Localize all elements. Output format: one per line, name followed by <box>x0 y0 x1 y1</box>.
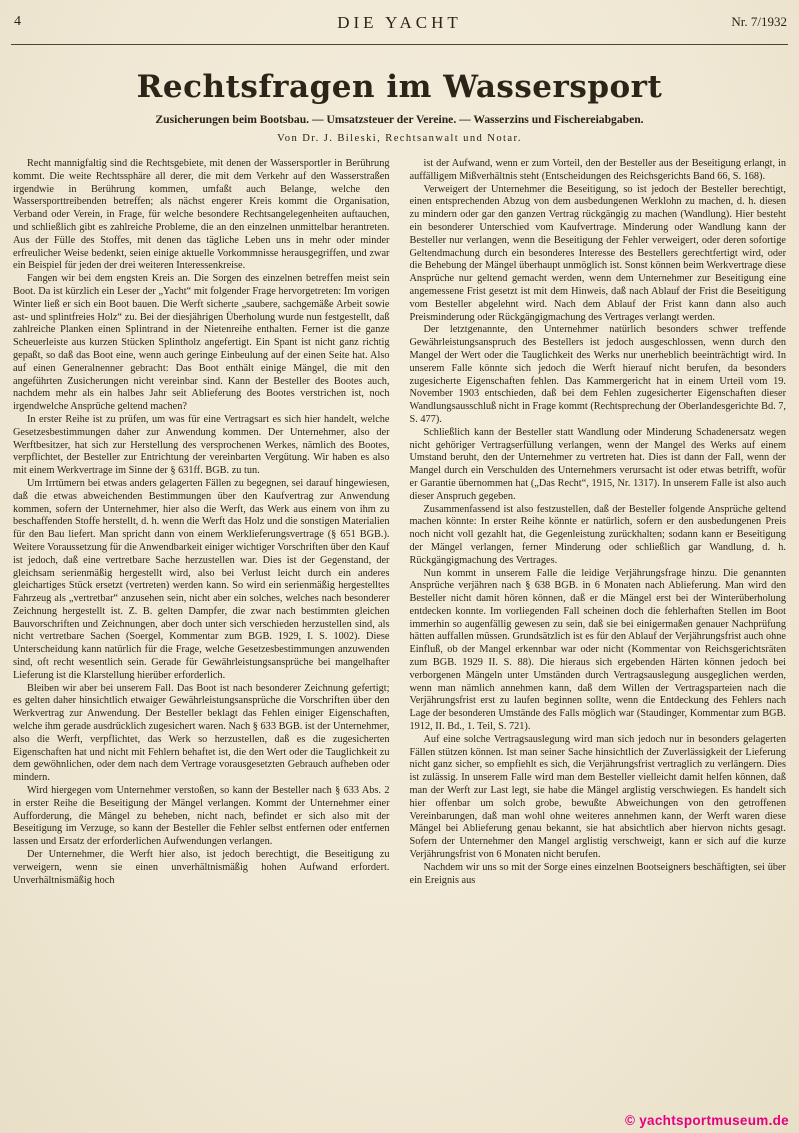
paragraph: Der letztgenannte, den Unternehmer natürlich besonders schwer treffende Gewährleistungsanspruch des Bestellers ist jedoch ausgeschlossen, wenn durch den Mangel der Wert oder die Tauglichkeit des Werks nur unerheblich beeinträchtigt wird. In unserem Falle könnte sich jedoch die Werft hierauf nicht berufen, da besonders zugesicherte Eigenschaften fehlen. Das Kammergericht hat in einem Urteil vom 19. November 1903 entschieden, daß bei dem Fehlen zugesicherter Eigenschaften dieser Wandlungsausschluß nicht in Frage kommt (Rechtsprechung der Oberlandesgerichte Bd. 7, S. 477). <box>409 324 786 425</box>
paragraph: Auf eine solche Vertragsauslegung wird man sich jedoch nur in besonders gelagerten Fällen stützen können. Ist man seiner Sache hinsichtlich der Zuverlässigkeit der Lieferung nicht ganz sicher, so empfiehlt es sich, die Verjährungsfrist vertraglich zu verlängern. Dies ist zulässig. In unserem Falle wird man dem Besteller vielleicht damit helfen können, daß man der Werft zur Last legt, sie habe die Mängel arglistig verschwiegen. Es handelt sich hier offenbar um solch grobe, bewußte Abweichungen von den getroffenen Vereinbarungen, daß man wohl ohne weiteres annehmen kann, der Werft waren diese Mängel bei Ablieferung genau bekannt, sie hat absichtlich aber hiervon nichts gesagt. Sofern der Unternehmer den Mangel arglistig verschweigt, kann er sich auf die kurze Verjährungsfrist von 6 Monaten nicht berufen. <box>409 733 786 861</box>
left-column <box>13 158 390 887</box>
paragraph: In erster Reihe ist zu prüfen, um was für eine Vertragsart es sich hier handelt, welche Gesetzesbestimmungen daher zur Anwendung kommen. Der Unternehmer, also der Werftbesitzer, hat sich zur Herstellung des versprochenen Werkes, nämlich des Bootes, verpflichtet, der Besteller zur Entrichtung der vereinbarten Vergütung. Wir haben es also mit einem Werkvertrage im Sinne der § 631ff. BGB. zu tun. <box>13 413 390 477</box>
paragraph: Nachdem wir uns so mit der Sorge eines einzelnen Bootseigners beschäftigten, sei über ein Ereignis aus <box>409 861 786 886</box>
paragraph: Wird hiergegen vom Unternehmer verstoßen, so kann der Besteller nach § 633 Abs. 2 in erster Reihe die Beseitigung der Mängel verlangen. Kommt der Unternehmer einer Aufforderung, die Mängel zu beheben, nicht nach, befindet er sich also mit der Beseitigung im Verzuge, so kann der Besteller die Fehler selbst entfernen oder entfernen lassen und Ersatz der erforderlichen Aufwendungen verlangen. <box>13 785 390 848</box>
article-body <box>0 154 799 887</box>
article-subtitle: Zusicherungen beim Bootsbau. — Umsatzsteuer der Vereine. — Wasserzins und Fischereiabgaben. <box>155 113 644 126</box>
paragraph: ist der Aufwand, wenn er zum Vorteil, den der Besteller aus der Beseitigung erlangt, in auffälligem Mißverhältnis steht (Entscheidungen des Reichsgerichts Band 66, S. 168). <box>409 158 786 182</box>
paragraph: Recht mannigfaltig sind die Rechtsgebiete, mit denen der Wassersportler in Berührung kommt. Die weite Rechtssphäre all derer, die mit dem Verkehr auf den Wasserstraßen irgendwie in Berührung kommen, umfaßt auch Belange, welche den Wassersporttreibenden betreffen; als nächst engerer Kreis kommt die Organisation, Verband oder Verein, in Frage, für welche besondere Rechtsangelegenheiten auftauchen, und schließlich gibt es zahlreiche Probleme, die an den einzelnen unmittelbar herantreten. Aus der Fülle des Stoffes, mit denen das tägliche Leben uns in mehr oder minder erfreulicher Weise bedenkt, seien einige aktuelle Vorkommnisse herausgegriffen, und zwar ein Beispiel für jeden der drei weiteren Interessenkreise. <box>13 158 390 272</box>
paragraph: Zusammenfassend ist also festzustellen, daß der Besteller folgende Ansprüche geltend machen könnte: In erster Reihe könnte er natürlich, sofern er den ausbedungenen Preis noch nicht voll gezahlt hat, die Gegenleistung zurückhalten; sodann kann er Beseitigung der Mängel verlangen, ferner Minderung oder schließlich gar Wandlung, d. h. Rückgängigmachung des Vertrages. <box>409 503 786 566</box>
paragraph: Schließlich kann der Besteller statt Wandlung oder Minderung Schadenersatz wegen nicht gehöriger Vertragserfüllung verlangen, wenn der Mangel des Werks auf einem Umstand beruht, den der Unternehmer zu vertreten hat. Dies ist dann der Fall, wenn der Mangel durch ein Verschulden des Unternehmers verursacht ist oder etwas betrifft, wofür er Garantie übernommen hat („Das Recht“, 1915, Nr. 1317). In unserem Falle ist also auch dieser Anspruch gegeben. <box>409 426 786 502</box>
right-column <box>410 158 787 887</box>
magazine-masthead: DIE YACHT <box>337 13 462 32</box>
paragraph: Der Unternehmer, die Werft hier also, ist jedoch berechtigt, die Beseitigung zu verweigern, wenn sie einen unverhältnismäßig hohen Aufwand erfordert. Unverhältnismäßig hoch <box>13 849 390 886</box>
page-number: 4 <box>14 14 21 29</box>
article-title: Rechtsfragen im Wassersport <box>136 69 663 105</box>
paragraph: Fangen wir bei dem engsten Kreis an. Die Sorgen des einzelnen betreffen meist sein Boot. Da ist kürzlich ein Leser der „Yacht“ mit folgender Frage hervorgetreten: Im vorigen Winter ließ er sich ein Boot bauen. Die Werft sicherte „saubere, sachgemäße Arbeit sowie ast- und splintfreies Holz“ zu. Bei der diesjährigen Überholung wurde nun festgestellt, daß zahlreiche Planken einen Splintrand in der Nietenreihe enthalten. Ferner ist die ganze Scheuerleiste aus kurzen Stücken Splintholz angefertigt. Ein Spant ist nicht ganz richtig gepaßt, so daß das Boot eine, wenn auch geringe Einbeulung auf der einen Seite hat. Also auf einen Generalnenner gebracht: Das Boot enthält einige Mängel, die mit den angeführten Zusicherungen nicht vereinbar sind. Kann der Besteller des Bootes auch, nachdem mehr als ein halbes Jahr seit Ablieferung des Bootes verstrichen ist, noch irgendwelche Ansprüche geltend machen? <box>13 273 390 413</box>
paragraph: Um Irrtümern bei etwas anders gelagerten Fällen zu begegnen, sei darauf hingewiesen, daß die etwas abweichenden Bestimmungen über den Kaufvertrag zur Anwendung kommen, sofern der Unternehmer, hier also die Werft, das Werk aus einem von ihm zu beschaffenden Stoffe herstellt, d. h. wenn die Werft das Holz und die sonstigen Materialien für den Bau liefert. Man spricht dann von einem Werklieferungsvertrage (§ 651 BGB.). Weitere Voraussetzung für die Anwendbarkeit einiger wichtiger Vorschriften über den Kauf ist jedoch, daß eine vertretbare Sache herzustellen war. Dies ist der Gegenstand, der gleichsam serienmäßig hergestellt wird, also bei Verlust leicht durch ein anderes gleichartiges Stück ersetzt (vertreten) werden kann. So wird ein serienmäßig hergestelltes Fahrzeug als „vertretbar“ anzusehen sein, nicht aber ein solches, welches nach besonderer Zeichnung hergestellt ist. Z. B. gelten Dampfer, die zwar nach bestimmten gleichen Bauvorschriften und Zeichnungen, aber doch unter sich verschieden herzustellen sind, als nicht vertretbare Sachen (Soergel, Kommentar zum BGB. 1929, I. S. 1002). Diese Unterscheidung kann natürlich für die Frage, welche Gesetzesbestimmungen anzuwenden sind, oft recht wesentlich sein. Gerade für Gewährleistungsansprüche bei mangelhafter Lieferung ist die Klarstellung hierüber erforderlich. <box>13 477 390 681</box>
paragraph: Bleiben wir aber bei unserem Fall. Das Boot ist nach besonderer Zeichnung gefertigt; es gelten daher hinsichtlich etwaiger Gewährleistungsansprüche die Vorschriften über den Werkvertrag zur Anwendung. Der Besteller beklagt das Fehlen einiger Eigenschaften, welche ihm gerade ausdrücklich zugesichert waren. Nach § 633 BGB. ist der Unternehmer, also die Werft, verpflichtet, das Werk so herzustellen, daß es die zugesicherten Eigenschaften hat und nicht mit Fehlern behaftet ist, die den Wert oder die Tauglichkeit zu dem gewöhnlichen, oder dem nach dem Vertrage vorausgesetzten Gebrauch aufheben oder mindern. <box>13 682 390 784</box>
paragraph: Nun kommt in unserem Falle die leidige Verjährungsfrage hinzu. Die genannten Ansprüche verjähren nach § 638 BGB. in 6 Monaten nach Ablieferung. Man wird den Besteller nicht damit hören können, daß er die Mängel erst bei der Winterüberholung entdecken konnte. Im vorliegenden Fall scheinen doch die fehlerhaften Stellen im Boot immerhin so augenfällig gewesen zu sein, daß sie bei einigermaßen genauer Nachprüfung hätten auffallen müssen. Grundsätzlich ist es für den Ablauf der Verjährungsfrist auch ohne Einfluß, ob der Mangel erkennbar war oder nicht (Kommentar von Reichsgerichtsräten zum BGB. 1929 II. S. 88). Die hieraus sich ergebenden Härten können jedoch bei verborgenen Mängeln unter Umständen durch Vertragsauslegung ausgeglichen werden, wenn man nämlich annehmen kann, daß dem Willen der Vertragsparteien nach die Verjährungsfrist erst zu laufen beginnen sollte, wenn die Entdeckung des Fehlers nach Lage der besonderen Umstände des Falls möglich war (Staudinger, Kommentar zum BGB. 1912, II. Bd., 1. Teil, S. 721). <box>409 567 786 733</box>
issue-number: Nr. 7/1932 <box>731 14 787 29</box>
article-byline: Von Dr. J. Bileski, Rechtsanwalt und Notar. <box>277 133 522 144</box>
paragraph: Verweigert der Unternehmer die Beseitigung, so ist jedoch der Besteller berechtigt, einen entsprechenden Abzug von dem ausbedungenen Werklohn zu machen, d. h. diesen zu mindern oder gar den ganzen Vertrag rückgängig zu machen (Wandlung). Hier besteht ein besonderer Unterschied vom Kaufvertrage. Minderung oder Wandlung kann der Besteller nur verlangen, wenn die Beseitigung der Fehler verweigert, oder deren sofortige Geltendmachung durch ein besonderes Interesse des Bestellers gerechtfertigt wird, oder die Behebung der Mängel überhaupt unmöglich ist. Sonst können beim Werkvertrage diese Ansprüche nur geltend gemacht werden, wenn dem Unternehmer zur Beseitigung eine angemessene Frist gesetzt ist mit dem Hinweis, daß nach Ablauf der Frist die Beseitigung vom Besteller abgelehnt wird. Nach dem Ablauf der Frist kann dann also auch Preisminderung oder Rückgängigmachung des Vertrages verlangt werden. <box>409 183 786 323</box>
header-rule <box>11 44 788 45</box>
page-header <box>0 0 799 41</box>
watermark: © yachtsportmuseum.de <box>624 1113 789 1128</box>
